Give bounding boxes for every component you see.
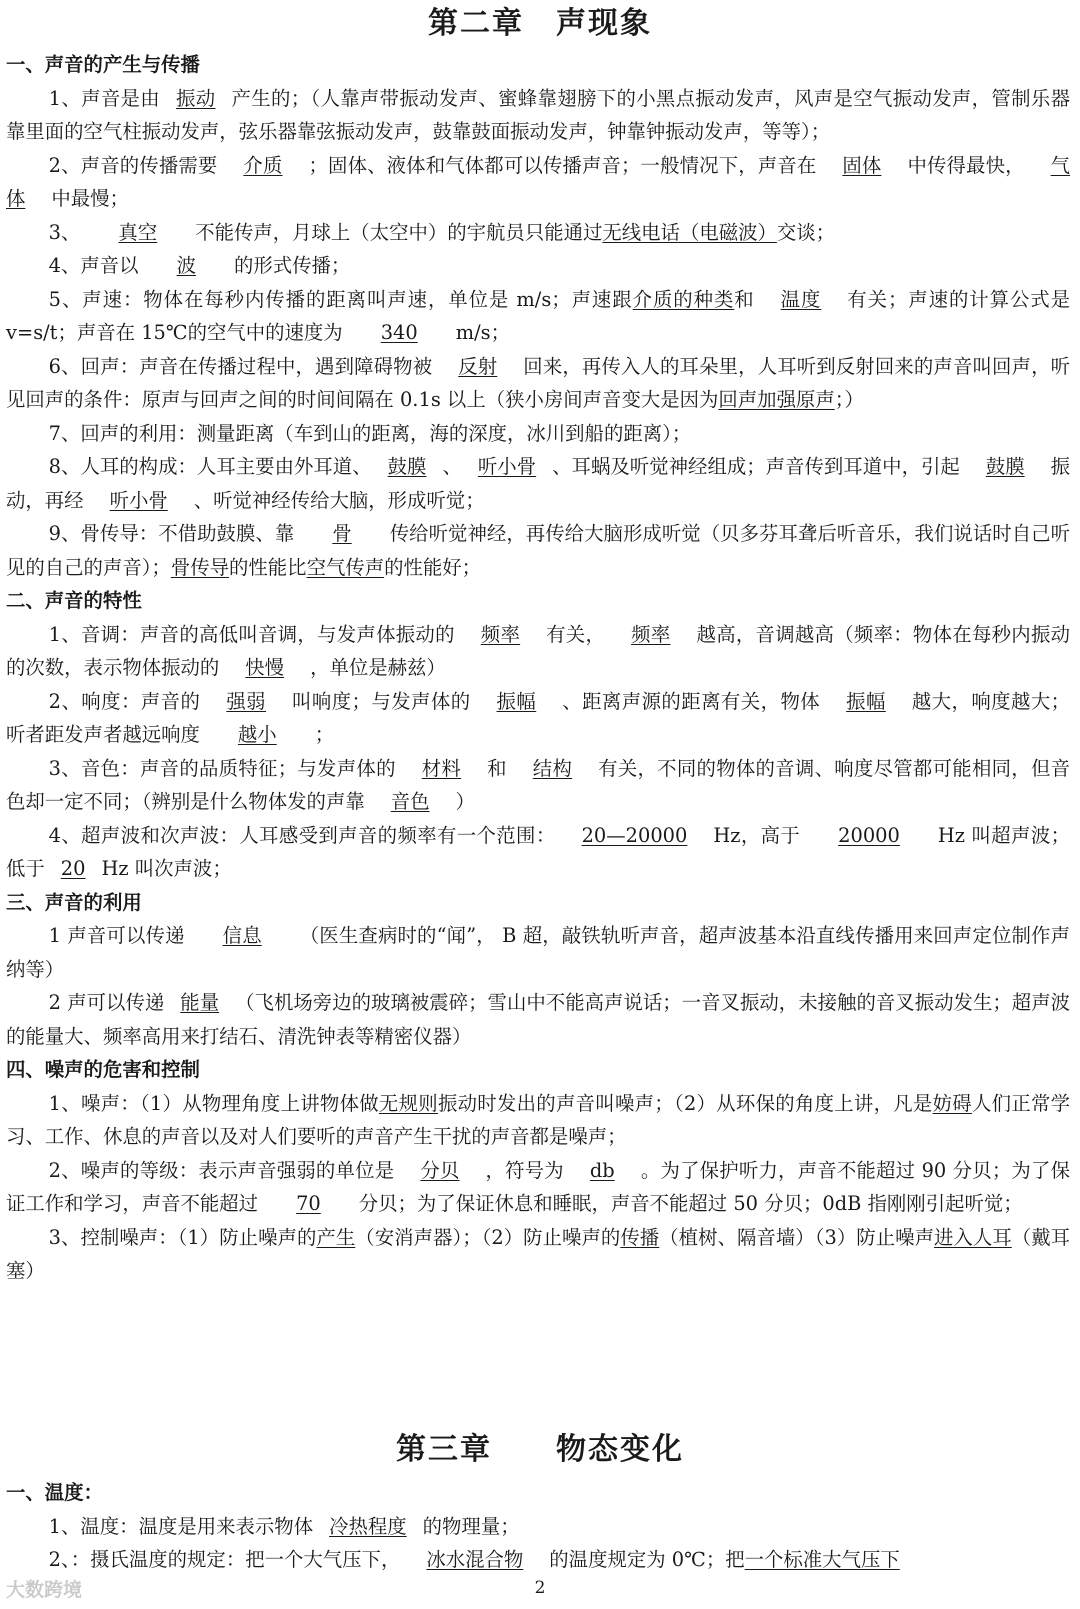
answer-blank: 70 <box>296 1192 321 1215</box>
paragraph: 2、声音的传播需要 介质 ；固体、液体和气体都可以传播声音；一般情况下，声音在 固体 中传得最快， 气体 中最慢； <box>6 153 1071 210</box>
answer-blank: 一个标准大气压下 <box>744 1548 900 1571</box>
section-heading: 一、声音的产生与传播 <box>6 53 200 76</box>
answer-blank: 回声加强原声 <box>718 388 835 411</box>
chapter-3-body <box>6 1476 1070 1577</box>
chapter-3-title: 第三章 物态变化 <box>396 1432 684 1467</box>
answer-blank: 强弱 <box>226 689 267 713</box>
paragraph: 3、 真空 不能传声，月球上（太空中）的宇航员只能通过无线电话（电磁波）交谈； <box>48 220 836 244</box>
paragraph: 2、：摄氏温度的规定：把一个大气压下， 冰水混合物 的温度规定为 0℃；把一个标准大气压下 <box>48 1548 900 1571</box>
chapter-2-body <box>6 48 1070 1288</box>
answer-blank: 反射 <box>458 354 498 378</box>
paragraph: 2、响度：声音的 强弱 叫响度；与发声体的 振幅 、距离声源的距离有关，物体 振幅 越大，响度越大；听者距发声者越远响度 越小 ； <box>6 689 1071 746</box>
answer-blank: 空气传声 <box>306 555 385 579</box>
answer-blank: 音色 <box>390 790 430 813</box>
answer-blank: 真空 <box>118 220 158 244</box>
paragraph: 3、控制噪声：（1）防止噪声的产生（安消声器）；（2）防止噪声的传播（植树、隔音墙）（3）防止噪声进入人耳（戴耳塞） <box>6 1225 1071 1282</box>
paragraph: 2 声可以传递 能量 （飞机场旁边的玻璃被震碎；雪山中不能高声说话；一音叉振动，未接触的音叉振动发生；超声波的能量大、频率高用来打结石、清洗钟表等精密仪器） <box>6 991 1070 1048</box>
answer-blank: 妨碍 <box>932 1091 972 1115</box>
answer-blank: 听小骨 <box>477 455 537 478</box>
answer-blank: 介质的种类 <box>632 287 735 311</box>
answer-blank: 20000 <box>838 823 900 847</box>
answer-blank: 鼓膜 <box>387 455 427 478</box>
answer-blank: 材料 <box>421 756 462 780</box>
section-heading: 四、噪声的危害和控制 <box>6 1058 200 1081</box>
watermark-logo: 大数跨境 <box>6 1579 83 1601</box>
answer-blank: 骨 <box>332 522 352 545</box>
answer-blank: 固体 <box>842 153 882 177</box>
answer-blank: 信息 <box>222 924 262 947</box>
chapter-2-title: 第二章 声现象 <box>428 6 652 41</box>
answer-blank: 能量 <box>180 991 220 1014</box>
answer-blank: 振动 <box>176 86 216 110</box>
paragraph: 6、回声：声音在传播过程中，遇到障碍物被 反射 回来，再传入人的耳朵里，人耳听到反射回来的声音叫回声，听见回声的条件：原声与回声之间的时间间隔在 0.1s 以上（狭小房间声音变大是因为回声加强原声；） <box>6 354 1071 411</box>
paragraph: 1 声音可以传递 信息 （医生查病时的“闻”， B 超，敲铁轨听声音，超声波基本沿直线传播用来回声定位制作声纳等） <box>6 924 1070 981</box>
answer-blank: 振幅 <box>496 689 537 713</box>
answer-blank: 温度 <box>780 287 822 311</box>
answer-blank: db <box>589 1158 615 1182</box>
paragraph: 1、温度：温度是用来表示物体 冷热程度 的物理量； <box>48 1514 520 1538</box>
answer-blank: 鼓膜 <box>985 455 1025 478</box>
answer-blank: 340 <box>380 321 418 344</box>
section-heading: 一、温度： <box>6 1481 103 1504</box>
section-heading: 二、声音的特性 <box>6 589 142 612</box>
answer-blank: 冷热程度 <box>329 1514 407 1538</box>
answer-blank: 快慢 <box>245 656 285 679</box>
paragraph: 1、噪声：（1）从物理角度上讲物体做无规则振动时发出的声音叫噪声；（2）从环保的角度上讲，凡是妨碍人们正常学习、工作、休息的声音以及对人们要听的声音产生干扰的声音都是噪声； <box>6 1091 1071 1148</box>
answer-blank: 分贝 <box>420 1158 460 1182</box>
answer-blank: 无线电话（电磁波） <box>602 220 777 244</box>
answer-blank: 听小骨 <box>109 488 168 512</box>
answer-blank: 进入人耳 <box>934 1225 1012 1249</box>
answer-blank: 振幅 <box>846 689 886 713</box>
paragraph: 9、骨传导：不借助鼓膜、靠 骨 传给听觉神经，再传给大脑形成听觉（贝多芬耳聋后听音乐，我们说话时自己听见的自己的声音）；骨传导的性能比空气传声的性能好； <box>6 522 1071 579</box>
answer-blank: 波 <box>176 254 196 277</box>
page-number: 2 <box>534 1578 546 1598</box>
answer-blank: 结构 <box>532 756 573 780</box>
answer-blank: 介质 <box>243 153 283 177</box>
answer-blank: 无规则 <box>378 1091 438 1115</box>
paragraph: 1、音调：声音的高低叫音调，与发声体振动的 频率 有关， 频率 越高，音调越高（频率：物体在每秒内振动的次数，表示物体振动的 快慢 ，单位是赫兹） <box>6 622 1071 679</box>
paragraph: 4、超声波和次声波：人耳感受到声音的频率有一个范围： 20—20000 Hz，高于 20000 Hz 叫超声波；低于 20 Hz 叫次声波； <box>6 823 1070 880</box>
answer-blank: 冰水混合物 <box>426 1548 524 1571</box>
answer-blank: 20—20000 <box>581 823 688 847</box>
answer-blank: 传播 <box>620 1225 660 1249</box>
paragraph: 3、音色：声音的品质特征；与发声体的 材料 和 结构 有关，不同的物体的音调、响度尽管都可能相同，但音色却一定不同；（辨别是什么物体发的声靠 音色 ） <box>6 756 1071 813</box>
answer-blank: 频率 <box>480 622 521 646</box>
answer-blank: 骨传导 <box>170 555 229 579</box>
paragraph: 1、声音是由 振动 产生的；（人靠声带振动发声、蜜蜂靠翅膀下的小黑点振动发声，风声是空气振动发声，管制乐器靠里面的空气柱振动发声，弦乐器靠弦振动发声，鼓靠鼓面振动发声，钟靠钟振动发声，等等）； <box>6 86 1070 143</box>
paragraph: 4、声音以 波 的形式传播； <box>48 254 351 277</box>
paragraph: 5、声速：物体在每秒内传播的距离叫声速，单位是 m/s；声速跟介质的种类和 温度 有关；声速的计算公式是 v=s/t；声音在 15℃的空气中的速度为 340 m/s； <box>6 287 1071 344</box>
paragraph: 7、回声的利用：测量距离（车到山的距离，海的深度，冰川到船的距离）； <box>48 421 692 445</box>
answer-blank: 20 <box>60 857 86 880</box>
paragraph: 8、人耳的构成：人耳主要由外耳道、 鼓膜 、 听小骨 、耳蜗及听觉神经组成；声音传到耳道中，引起 鼓膜 振动，再经 听小骨 、听觉神经传给大脑，形成听觉； <box>6 455 1071 512</box>
section-heading: 三、声音的利用 <box>6 890 142 914</box>
answer-blank: 产生 <box>316 1225 356 1249</box>
paragraph: 2、噪声的等级：表示声音强弱的单位是 分贝 ，符号为 db 。为了保护听力，声音不能超过 90 分贝；为了保证工作和学习，声音不能超过 70 分贝；为了保证休息和睡眠，声音不能超过 50 分贝；0dB 指刚刚引起听觉； <box>6 1158 1070 1215</box>
answer-blank: 越小 <box>237 723 277 746</box>
answer-blank: 气体 <box>6 153 1071 210</box>
answer-blank: 频率 <box>631 622 671 646</box>
